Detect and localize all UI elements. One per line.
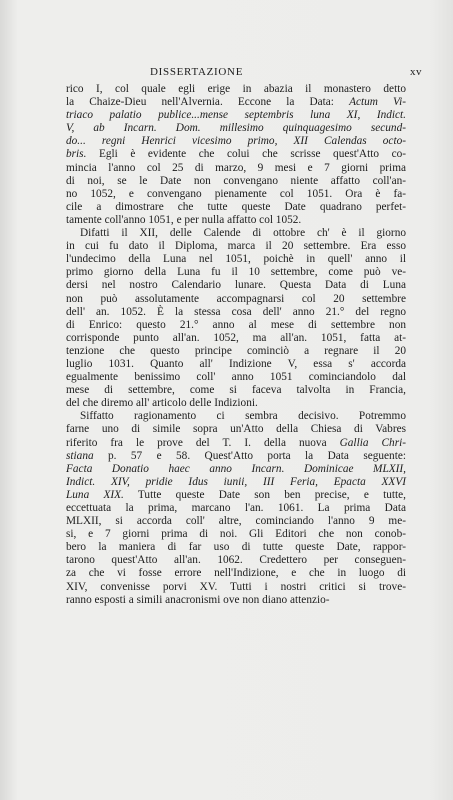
italic-run: stiana xyxy=(66,449,94,462)
text-run: za che vi fosse errore nell'Indizione, e che in luogo di xyxy=(66,567,406,580)
running-head xyxy=(0,66,453,80)
text-run: non può assolutamente accompagnarsi col 20 settembre xyxy=(66,292,406,305)
text-run: bero la maniera di far uso di tutte queste Date, rappor- xyxy=(66,541,406,554)
text-body xyxy=(66,83,406,607)
text-run: mese di settembre, come si faceva talvolta in Francia, xyxy=(66,384,406,397)
text-line xyxy=(66,541,406,554)
paragraph xyxy=(66,410,406,606)
italic-run: Gallia Chri- xyxy=(339,436,406,449)
text-run: p. 57 e 58. Quest'Atto porta la Data seguente: xyxy=(93,449,406,462)
text-run: l'undecimo della Luna nel 1051, poichè in quell' anno il xyxy=(66,253,406,266)
text-run: tamente coll'anno 1051, e per nulla affatto col 1052. xyxy=(66,213,302,226)
text-run: luglio 1031. Quanto all' Indizione V, essa s' accorda xyxy=(66,357,406,370)
text-run: cile a dimostrare che tutte queste Date quadrano perfet- xyxy=(66,200,406,213)
text-line xyxy=(66,83,406,96)
paragraph xyxy=(66,227,406,410)
text-line xyxy=(66,96,406,109)
text-line xyxy=(66,306,406,319)
text-line xyxy=(66,240,406,253)
italic-run: Luna XIX. xyxy=(66,488,124,501)
text-line xyxy=(66,437,406,450)
text-run: ranno esposti a simili anacronismi ove non diano attenzio- xyxy=(66,593,330,606)
text-line xyxy=(66,148,406,161)
text-run: Difatti il XII, delle Calende di ottobre ch' è il giorno xyxy=(80,227,406,240)
text-line xyxy=(66,135,406,148)
text-line xyxy=(66,581,406,594)
text-line xyxy=(66,345,406,358)
text-run: primo giorno della Luna fu il 10 settembre, come può ve- xyxy=(66,266,406,279)
text-run: del che diremo all' articolo delle Indizioni. xyxy=(66,397,258,410)
italic-run: bris. xyxy=(66,148,87,161)
text-run: dersi nel nostro Calendario lunare. Questa Data di Luna xyxy=(66,279,406,292)
text-run: tarono quest'Atto all'an. 1062. Credettero per conseguen- xyxy=(66,554,406,567)
text-line xyxy=(66,463,406,476)
text-run: mincia l'anno col 25 di marzo, 9 mesi e 7 giorni prima xyxy=(66,161,406,174)
text-line xyxy=(66,476,406,489)
text-line xyxy=(66,122,406,135)
paragraph xyxy=(66,83,406,227)
italic-run: triaco palatio publice...mense septembris luna XI, Indict. xyxy=(66,109,406,122)
text-run: tenzione che questo principe cominciò a regnare il 20 xyxy=(66,344,406,357)
text-run: egualmente benissimo coll' anno 1051 cominciandolo dal xyxy=(66,371,406,384)
text-line xyxy=(66,371,406,384)
italic-run: Indict. XIV, pridie Idus iunii, III Feria, Epacta XXVI xyxy=(66,475,406,488)
text-line xyxy=(66,384,406,397)
text-run: di Enrico: questo 21.° anno al mese di settembre non xyxy=(66,318,406,331)
italic-run: V, ab Incarn. Dom. millesimo quinquagesimo secund- xyxy=(66,122,406,135)
text-line xyxy=(66,293,406,306)
running-title: DISSERTAZIONE xyxy=(150,66,244,78)
text-line xyxy=(66,332,406,345)
text-line xyxy=(66,450,406,463)
text-line xyxy=(66,201,406,214)
italic-run: do... regni Henrici vicesimo primo, XII Calendas octo- xyxy=(66,135,406,148)
text-line xyxy=(66,319,406,332)
text-line xyxy=(66,109,406,122)
text-line xyxy=(66,266,406,279)
italic-run: Facta Donatio haec anno Incarn. Dominicae MLXII, xyxy=(66,462,406,475)
text-run: XIV, convenisse porvi XV. Tutti i nostri critici si trove- xyxy=(66,580,406,593)
text-line xyxy=(66,397,406,410)
text-run: eccettuata la prima, marcano l'an. 1061. La prima Data xyxy=(66,502,406,514)
text-run: rico I, col quale egli erige in abazia il monastero detto xyxy=(66,83,406,95)
text-line xyxy=(66,423,406,436)
italic-run: Actum Vi- xyxy=(349,96,406,109)
text-run: in cui fu dato il Diploma, marca il 20 settembre. Era esso xyxy=(66,240,406,253)
text-line xyxy=(66,515,406,528)
text-line xyxy=(66,502,406,515)
text-line xyxy=(66,253,406,266)
text-run: no 1052, e convengano pienamente col 1051. Ora è fa- xyxy=(66,187,406,200)
text-run: Tutte queste Date son ben precise, e tutte, xyxy=(123,488,406,501)
text-line xyxy=(66,410,406,423)
text-run: Siffatto ragionamento ci sembra decisivo. Potremmo xyxy=(80,410,406,423)
text-run: MLXII, si accorda coll' altre, cominciando l'anno 9 me- xyxy=(66,515,406,528)
text-run: si, e 7 giorni prima di noi. Gli Editori che non conob- xyxy=(66,528,406,541)
text-line xyxy=(66,279,406,292)
text-line xyxy=(66,162,406,175)
text-run: corrisponde punto all'an. 1052, ma all'an. 1051, fatta at- xyxy=(66,331,406,344)
text-line xyxy=(66,554,406,567)
text-line xyxy=(66,594,406,607)
text-run: dell' an. 1052. È la stessa cosa dell' anno 21.° del regno xyxy=(66,305,406,318)
page-number: xv xyxy=(410,66,422,78)
text-run: farne uno di simile sopra un'Atto della Chiesa di Vabres xyxy=(66,423,406,436)
text-line xyxy=(66,188,406,201)
text-line xyxy=(66,358,406,371)
text-line xyxy=(66,214,406,227)
text-line xyxy=(66,175,406,188)
text-run: riferito fra le prove del T. I. della nuova xyxy=(66,436,340,449)
text-line xyxy=(66,528,406,541)
text-run: di noi, se le Date non convengano niente affatto coll'an- xyxy=(66,174,406,187)
text-line xyxy=(66,489,406,502)
text-run: la Chaize-Dieu nell'Alvernia. Eccone la Data: xyxy=(66,96,350,109)
text-line xyxy=(66,227,406,240)
text-line xyxy=(66,567,406,580)
text-run: Egli è evidente che colui che scrisse quest'Atto co- xyxy=(86,148,406,161)
